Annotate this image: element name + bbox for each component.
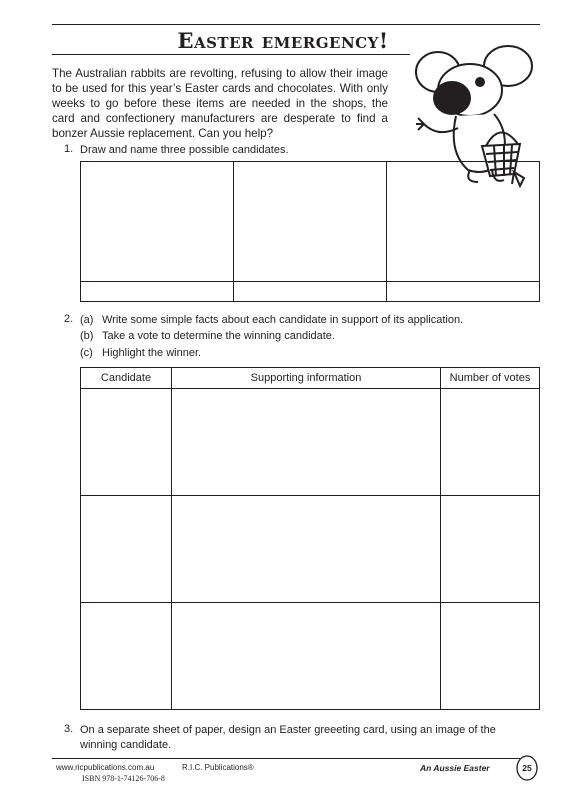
q2-number: 2. <box>64 313 74 325</box>
title-rule <box>52 54 410 55</box>
footer-url: www.ricpublications.com.au <box>56 763 155 772</box>
candidate-name-box-2[interactable] <box>234 282 387 302</box>
voting-table-header <box>81 368 540 389</box>
candidate-name-box-3[interactable] <box>387 282 540 302</box>
candidate-cell[interactable] <box>81 389 172 496</box>
candidate-name-box-1[interactable] <box>81 282 234 302</box>
candidate-cell[interactable] <box>81 496 172 603</box>
q2c-label: (c) <box>80 347 93 359</box>
q3-text: On a separate sheet of paper, design an Easter greeeting card, using an image of the winning candidate. <box>80 724 496 751</box>
intro-paragraph: The Australian rabbits are revolting, refusing to allow their image to be used for this year’s Easter cards and chocolates. With only weeks to go before these items are needed in the shops, the card and confectionery manufacturers are desperate to find a bonzer Aussie replacement. Can you help? <box>52 67 388 140</box>
header-candidate: Candidate <box>81 368 172 389</box>
q3-number: 3. <box>64 723 74 735</box>
table-row <box>81 496 540 603</box>
supporting-info-cell[interactable] <box>172 496 441 603</box>
votes-cell[interactable] <box>441 389 540 496</box>
header-supporting-information: Supporting information <box>172 368 441 389</box>
q2b-text: Take a vote to determine the winning candidate. <box>102 330 335 342</box>
candidate-drawing-box-1[interactable] <box>81 162 234 282</box>
votes-cell[interactable] <box>441 603 540 710</box>
page-title: Easter emergency! <box>177 28 389 53</box>
q1-text: Draw and name three possible candidates. <box>80 144 289 156</box>
top-rule <box>52 24 540 25</box>
candidate-drawing-box-3[interactable] <box>387 162 540 282</box>
candidates-drawing-table <box>80 161 540 302</box>
table-row <box>81 389 540 496</box>
footer-publisher: R.I.C. Publications® <box>182 763 254 772</box>
voting-table <box>80 367 540 710</box>
footer-rule <box>52 758 520 759</box>
q2b-label: (b) <box>80 330 94 342</box>
page-number: 25 <box>522 763 532 773</box>
supporting-info-cell[interactable] <box>172 603 441 710</box>
table-row <box>81 603 540 710</box>
candidate-drawing-box-2[interactable] <box>234 162 387 282</box>
q2a-label: (a) <box>80 314 94 326</box>
footer-book-title: An Aussie Easter <box>420 763 490 773</box>
candidate-cell[interactable] <box>81 603 172 710</box>
votes-cell[interactable] <box>441 496 540 603</box>
footer-isbn: ISBN 978-1-74126-706-8 <box>82 774 165 783</box>
header-number-of-votes: Number of votes <box>441 368 540 389</box>
q2a-text: Write some simple facts about each candidate in support of its application. <box>102 314 464 326</box>
supporting-info-cell[interactable] <box>172 389 441 496</box>
q1-number: 1. <box>64 143 74 155</box>
q2c-text: Highlight the winner. <box>102 347 202 359</box>
